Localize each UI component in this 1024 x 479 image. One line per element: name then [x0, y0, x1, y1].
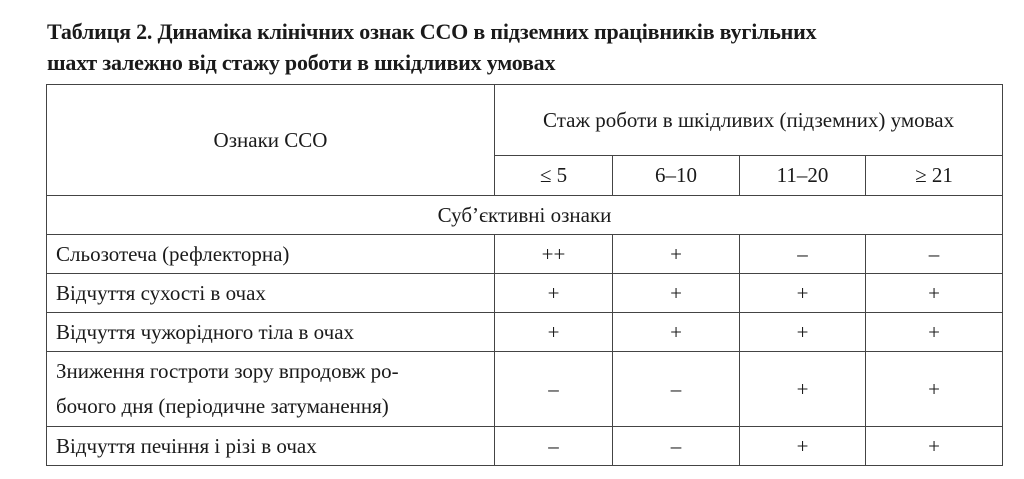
table-cell: + [866, 427, 1003, 466]
table-cell: + [740, 427, 866, 466]
caption-line-1: Таблиця 2. Динаміка клінічних ознак ССО в підземних працівників вугільних [47, 19, 817, 44]
table-row [47, 274, 1003, 313]
row-label [47, 352, 495, 427]
table-cell: + [613, 235, 740, 274]
data-table [46, 84, 1003, 466]
row-label-line-2: бочого дня (періодичне затуманення) [56, 394, 389, 418]
table-cell: + [740, 352, 866, 427]
header-sign: Ознаки ССО [47, 85, 495, 196]
column-header: 6–10 [613, 156, 740, 196]
row-label: Відчуття печіння і різі в очах [47, 427, 495, 466]
row-label-line-1: Зниження гостроти зору впродовж ро- [56, 359, 399, 383]
table-row [47, 235, 1003, 274]
table-cell: + [613, 313, 740, 352]
section-row [47, 196, 1003, 235]
table-cell: + [866, 274, 1003, 313]
table-row [47, 427, 1003, 466]
caption-line-2: шахт залежно від стажу роботи в шкідливих умовах [47, 50, 556, 75]
table-cell: + [866, 313, 1003, 352]
table-cell: + [740, 313, 866, 352]
table-cell: – [740, 235, 866, 274]
table-row [47, 352, 1003, 427]
table-row [47, 313, 1003, 352]
table-cell: – [495, 352, 613, 427]
column-header: 11–20 [740, 156, 866, 196]
table-caption [47, 16, 997, 78]
table-cell: + [613, 274, 740, 313]
section-label: Суб’єктивні ознаки [47, 196, 1003, 235]
table-cell: – [495, 427, 613, 466]
table-cell: + [866, 352, 1003, 427]
table-cell: – [613, 427, 740, 466]
column-header: ≤ 5 [495, 156, 613, 196]
column-header: ≥ 21 [866, 156, 1003, 196]
table-cell: ++ [495, 235, 613, 274]
row-label: Відчуття чужорідного тіла в очах [47, 313, 495, 352]
table-cell: – [866, 235, 1003, 274]
table-cell: + [740, 274, 866, 313]
header-group: Стаж роботи в шкідливих (підземних) умовах [495, 85, 1003, 156]
row-label: Сльозотеча (рефлекторна) [47, 235, 495, 274]
row-label: Відчуття сухості в очах [47, 274, 495, 313]
header-row-1 [47, 85, 1003, 156]
table-cell: – [613, 352, 740, 427]
table-cell: + [495, 313, 613, 352]
table-cell: + [495, 274, 613, 313]
